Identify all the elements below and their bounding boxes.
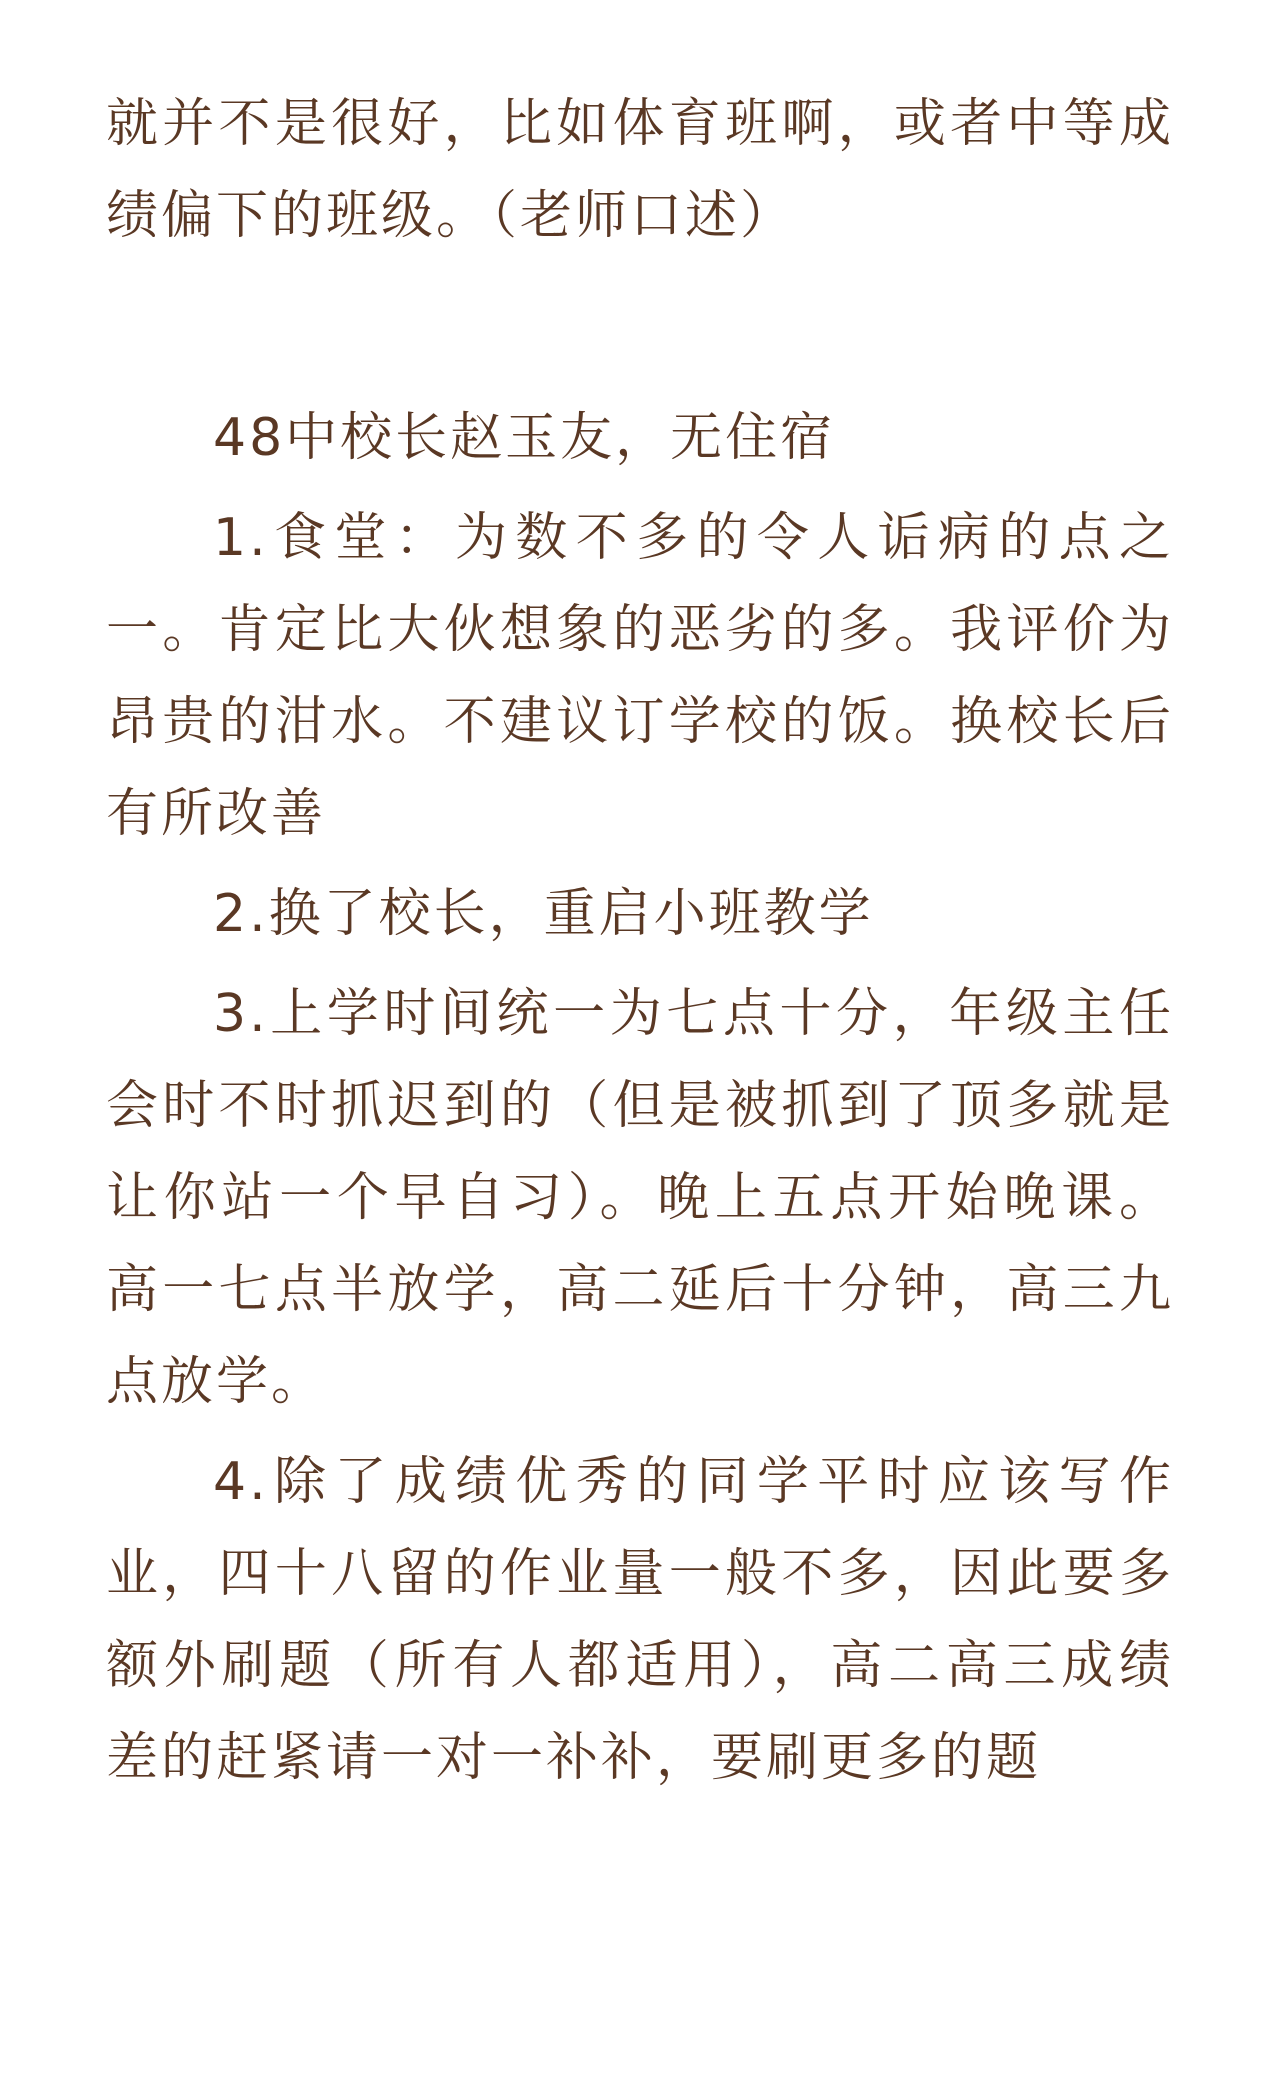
paragraph-spacer <box>106 270 1174 392</box>
point-paragraph-3: 3.上学时间统一为七点十分，年级主任会时不时抓迟到的（但是被抓到了顶多就是让你站一个早自习）。晚上五点开始晚课。高一七点半放学，高二延后十分钟，高三九点放学。 <box>106 984 1174 1412</box>
point-paragraph-2: 2.换了校长，重启小班教学 <box>213 884 874 944</box>
point-paragraph-4: 4.除了成绩优秀的同学平时应该写作业，四十八留的作业量一般不多，因此要多额外刷题（所有人都适用），高二高三成绩差的赶紧请一对一补补，要刷更多的题 <box>106 1452 1174 1788</box>
article-body <box>106 78 1174 1812</box>
intro-paragraph: 就并不是很好，比如体育班啊，或者中等成绩偏下的班级。（老师口述） <box>106 94 1174 246</box>
point-paragraph-1: 1.食堂：为数不多的令人诟病的点之一。肯定比大伙想象的恶劣的多。我评价为昂贵的泔水。不建议订学校的饭。换校长后有所改善 <box>106 508 1174 844</box>
section-heading: 48中校长赵玉友，无住宿 <box>213 408 836 468</box>
